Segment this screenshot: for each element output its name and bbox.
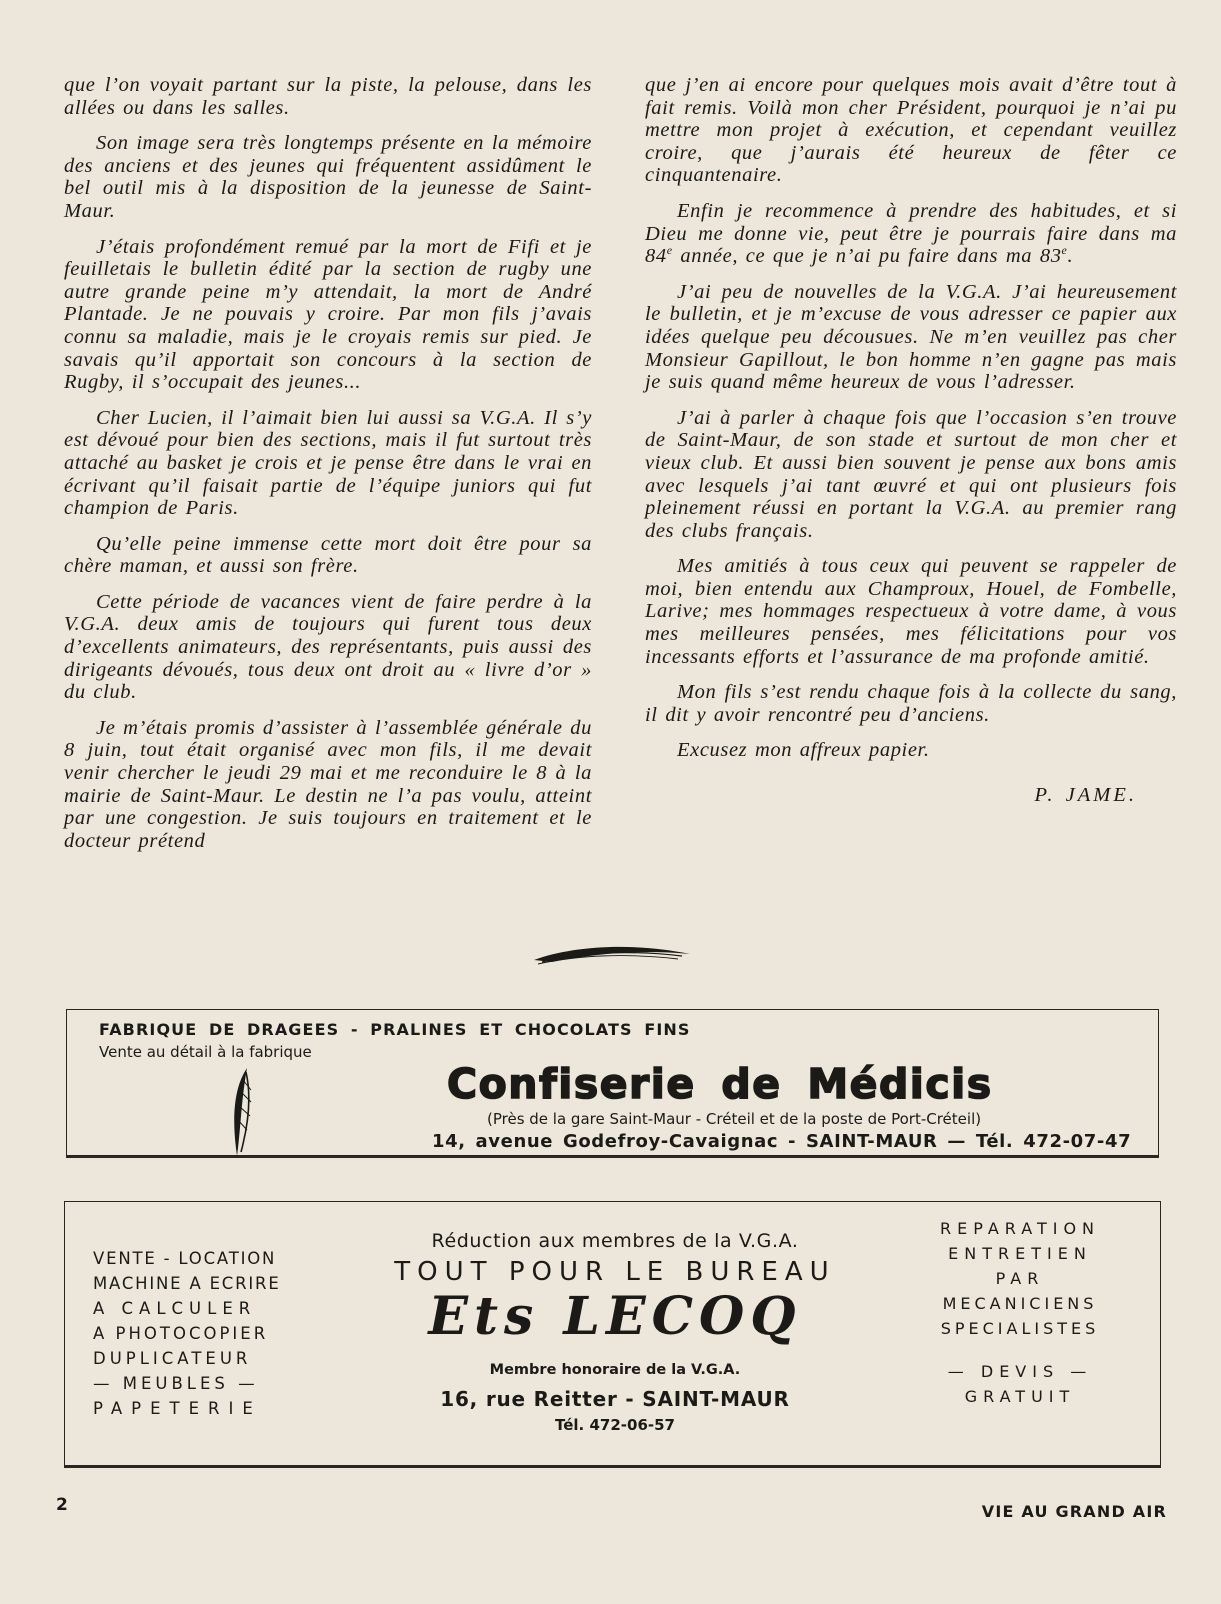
- service-line: A PHOTOCOPIER: [93, 1324, 269, 1343]
- paragraph: que j’en ai encore pour quelques mois avait d’être tout à fait remis. Voilà mon cher Président, pourquoi je n’ai pu mettre mon projet à exécution, et cependant veuillez croire, que j’aurais été heureux de fêter ce cinquantenaire.: [645, 74, 1177, 187]
- age-84: 84: [645, 245, 667, 268]
- repair-line: MECANICIENS: [942, 1294, 1098, 1313]
- age-83: 83: [1039, 245, 1062, 268]
- ad-lecoq-reduction: Réduction aux membres de la V.G.A.: [431, 1230, 799, 1252]
- paragraph: Qu’elle peine immense cette mort doit être pour sa chère maman, et aussi son frère.: [64, 532, 592, 578]
- paragraph: J’ai à parler à chaque fois que l’occasion s’en trouve de Saint-Maur, de son stade et surtout de mon cher et vieux club. Et aussi bien souvent je pense aux bons amis avec lesquels j’ai tant œuvré et qui ont plusieurs fois pleinement réussi en portant la V.G.A. au premier rang des clubs français.: [645, 406, 1177, 542]
- ad-confiserie-subline: Vente au détail à la fabrique: [99, 1043, 312, 1061]
- service-line: VENTE - LOCATION: [93, 1249, 277, 1268]
- ordinal-sup: e: [1061, 243, 1068, 258]
- brushstroke-ornament-icon: [532, 940, 692, 968]
- ad-lecoq-repair: [910, 1216, 1130, 1409]
- repair-line: REPARATION: [939, 1219, 1101, 1238]
- ordinal-sup: e: [666, 243, 673, 258]
- ad-lecoq-services: [93, 1246, 303, 1421]
- repair-line: PAR: [995, 1269, 1045, 1288]
- paragraph: [645, 200, 1177, 268]
- paragraph: J’étais profondément remué par la mort de Fifi et je feuilletais le bulletin édité par la section de rugby une autre grande peine m’y attendait, la mort de André Plantade. Je ne pouvais y croire. Par mon fils j’avais connu sa maladie, mais je le croyais remis sur pied. Je savais qu’il apportait son concours à la section de Rugby, il s’occupait des jeunes...: [64, 235, 592, 394]
- ad-confiserie-location: (Près de la gare Saint-Maur - Créteil et de la poste de Port-Créteil): [487, 1110, 982, 1128]
- ad-confiserie-name: Confiserie de Médicis: [447, 1060, 993, 1108]
- ad-confiserie-address: 14, avenue Godefroy-Cavaignac - SAINT-MAUR — Tél. 472-07-47: [432, 1131, 1132, 1152]
- ad-lecoq-membre: Membre honoraire de la V.G.A.: [489, 1362, 741, 1378]
- service-line: PAPETERIE: [93, 1399, 262, 1418]
- repair-line: ENTRETIEN: [948, 1244, 1092, 1263]
- article-column-left: [64, 74, 592, 865]
- devis-line: GRATUIT: [964, 1387, 1076, 1406]
- ad-lecoq-street: 16, rue Reitter - SAINT-MAUR: [440, 1387, 790, 1411]
- ad-lecoq-tel: Tél. 472-06-57: [555, 1416, 675, 1434]
- service-line: MACHINE A ECRIRE: [93, 1274, 281, 1293]
- paragraph: Son image sera très longtemps présente en la mémoire des anciens et des jeunes qui fréquentent assidûment le bel outil mis à la disposition de la jeunesse de Saint-Maur.: [64, 132, 592, 222]
- repair-line: SPECIALISTES: [940, 1319, 1100, 1338]
- page-number: 2: [56, 1495, 68, 1515]
- devis-line: — DEVIS —: [947, 1362, 1093, 1381]
- paragraph: Mes amitiés à tous ceux qui peuvent se rappeler de moi, bien entendu aux Champroux, Houel, de Fombelle, Larive; mes hommages respectueux à votre dame, à vous mes meilleures pensées, mes félicitations pour vos incessants efforts et l’assurance de ma profonde amitié.: [645, 555, 1177, 668]
- paragraph: J’ai peu de nouvelles de la V.G.A. J’ai heureusement le bulletin, et je m’excuse de vous adresser ce papier aux idées quelque peu décousues. Ne m’en veuillez pas cher Monsieur Gapillout, le bon homme n’en gagne pas mais je suis quand même heureux de vous l’adresser.: [645, 280, 1177, 394]
- period: .: [1067, 245, 1074, 268]
- feather-icon: [227, 1066, 255, 1158]
- paragraph: Excusez mon affreux papier.: [677, 739, 930, 762]
- service-line: A CALCULER: [93, 1299, 257, 1318]
- ad-confiserie-tagline: FABRIQUE DE DRAGEES - PRALINES ET CHOCOLATS FINS: [99, 1020, 691, 1039]
- article-column-right: [645, 74, 1177, 807]
- paragraph-text: Enfin je recommence à prendre des habitudes, et si Dieu me donne vie, peut être je pourrais faire dans ma: [645, 199, 1177, 245]
- paragraph-text: année, ce que je n’ai pu faire dans ma: [680, 245, 1033, 268]
- ad-lecoq-name: Ets LECOQ: [428, 1286, 802, 1347]
- paragraph: Mon fils s’est rendu chaque fois à la collecte du sang, il dit y avoir rencontré peu d’anciens.: [645, 681, 1177, 726]
- ad-lecoq: [64, 1201, 1161, 1468]
- paragraph: Cher Lucien, il l’aimait bien lui aussi sa V.G.A. Il s’y est dévoué pour bien des sections, mais il fut surtout très attaché au basket je crois et je pense être dans le vrai en écrivant qu’il faisait partie de l’équipe juniors qui fut champion de Paris.: [64, 406, 592, 520]
- service-line: — MEUBLES —: [93, 1374, 259, 1393]
- paragraph: que l’on voyait partant sur la piste, la pelouse, dans les allées ou dans les salles.: [64, 74, 592, 119]
- ad-confiserie: [66, 1009, 1159, 1158]
- magazine-title: VIE AU GRAND AIR: [981, 1502, 1167, 1521]
- paragraph: Je m’étais promis d’assister à l’assemblée générale du 8 juin, tout était organisé avec mon fils, il me devait venir chercher le jeudi 29 mai et me reconduire le 8 à la mairie de Saint-Maur. Le destin ne l’a pas voulu, atteint par une congestion. Je suis toujours en traitement et le docteur prétend: [64, 716, 592, 852]
- paragraph: Cette période de vacances vient de faire perdre à la V.G.A. deux amis de toujours qui furent tous deux d’excellents animateurs, des représentants, puis aussi des dirigeants dévoués, tous deux ont droit au « livre d’or » du club.: [64, 590, 592, 704]
- service-line: DUPLICATEUR: [93, 1349, 252, 1368]
- ad-lecoq-tout: TOUT POUR LE BUREAU: [394, 1257, 836, 1287]
- signature: P. JAME.: [1034, 784, 1137, 807]
